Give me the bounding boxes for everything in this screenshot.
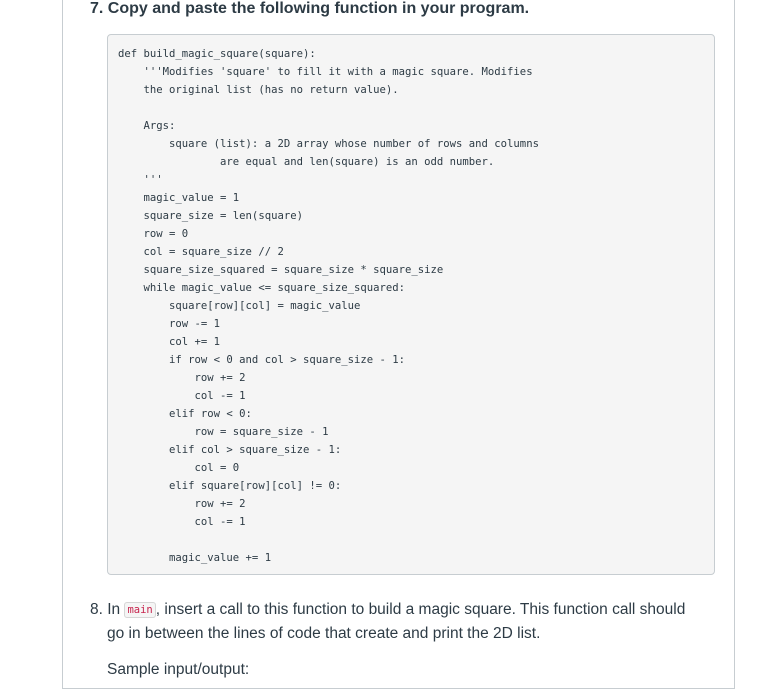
- code-line: [118, 531, 714, 549]
- code-line: col -= 1: [118, 516, 246, 528]
- code-line: square[row][col] = magic_value: [118, 300, 361, 312]
- code-line: magic_value = 1: [118, 192, 240, 204]
- code-line: Args:: [118, 120, 176, 132]
- code-line: '''Modifies 'square' to fill it with a magic square. Modifies: [118, 66, 533, 78]
- main-inline-code: main: [124, 602, 155, 618]
- code-line: the original list (has no return value).: [118, 84, 399, 96]
- code-line: row = 0: [118, 228, 189, 240]
- code-line: def build_magic_square(square):: [118, 48, 316, 60]
- code-line: ''': [118, 174, 163, 186]
- code-line: [118, 99, 714, 117]
- code-line: elif col > square_size - 1:: [118, 444, 342, 456]
- code-line: col = square_size // 2: [118, 246, 284, 258]
- step-8-prefix: 8. In: [90, 601, 125, 618]
- code-line: square_size = len(square): [118, 210, 303, 222]
- code-block: [107, 34, 715, 575]
- step-7-heading: 7. Copy and paste the following function in your program.: [90, 0, 530, 17]
- code-line: row -= 1: [118, 318, 221, 330]
- code-line: while magic_value <= square_size_squared:: [118, 282, 406, 294]
- code-line: row += 2: [118, 498, 246, 510]
- code-line: col -= 1: [118, 390, 246, 402]
- sample-io-label: Sample input/output:: [107, 661, 250, 678]
- step-8-text-line-1: , insert a call to this function to build a magic square. This function call should: [155, 601, 686, 618]
- step-8-instruction: [90, 598, 700, 622]
- code-line: if row < 0 and col > square_size - 1:: [118, 354, 406, 366]
- code-line: col = 0: [118, 462, 240, 474]
- code-line: row = square_size - 1: [118, 426, 329, 438]
- code-line: are equal and len(square) is an odd number.: [118, 156, 495, 168]
- code-line: row += 2: [118, 372, 246, 384]
- code-line: square_size_squared = square_size * square_size: [118, 264, 444, 276]
- code-line: elif square[row][col] != 0:: [118, 480, 342, 492]
- code-line: elif row < 0:: [118, 408, 252, 420]
- code-line: magic_value += 1: [118, 552, 272, 564]
- step-8-text-line-2: go in between the lines of code that create and print the 2D list.: [107, 625, 541, 642]
- code-line: col += 1: [118, 336, 221, 348]
- code-line: square (list): a 2D array whose number of rows and columns: [118, 138, 539, 150]
